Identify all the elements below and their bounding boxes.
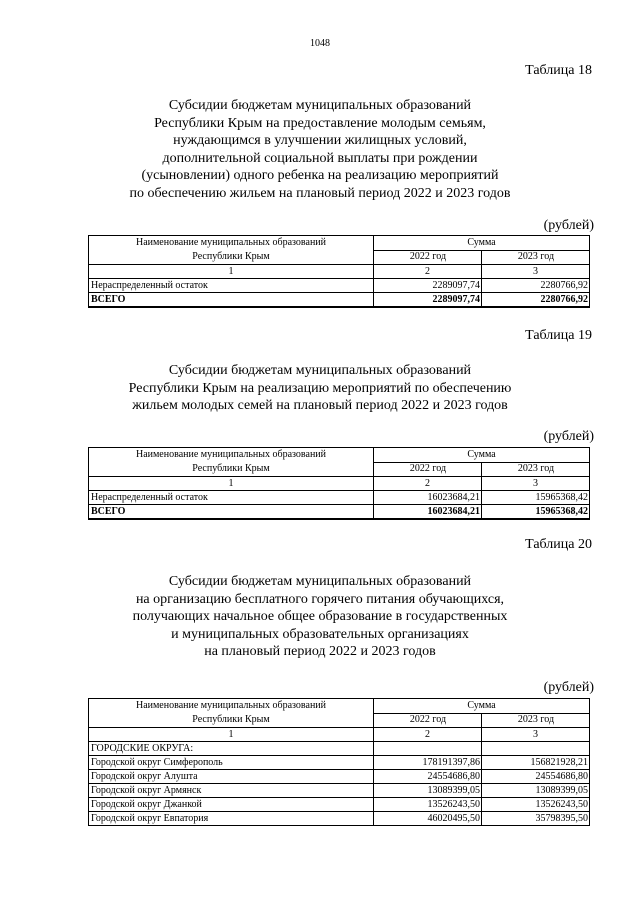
unit-label: (рублей) [543, 429, 594, 444]
header-year-2022: 2022 год [374, 250, 482, 265]
title-line: получающих начальное общее образование в государственных [132, 609, 508, 624]
table-19-label: Таблица 19 [525, 328, 592, 343]
header-year-2023: 2023 год [482, 713, 590, 728]
table-19-title [60, 362, 580, 415]
title-line: дополнительной социальной выплаты при рождении [162, 150, 478, 166]
page-number: 1048 [310, 38, 330, 49]
table-row: Нераспределенный остаток 2289097,74 2280766,92 [89, 279, 590, 293]
header-year-2023: 2023 год [482, 250, 590, 265]
table-row: Городской округ Симферополь 178191397,86 156821928,21 [89, 756, 590, 770]
title-line: Субсидии бюджетам муниципальных образований [168, 574, 472, 589]
table-row: Городской округ Алушта 24554686,80 24554686,80 [89, 770, 590, 784]
table-row: Городской округ Армянск 13089399,05 13089399,05 [89, 784, 590, 798]
header-year-2022: 2022 год [374, 462, 482, 477]
title-line: Субсидии бюджетам муниципальных образований [168, 98, 472, 113]
table-20-label: Таблица 20 [525, 537, 592, 552]
header-sum: Сумма [374, 448, 590, 463]
col-number: 1 [89, 728, 374, 742]
header-sum: Сумма [374, 699, 590, 714]
total-row: ВСЕГО 2289097,74 2280766,92 [89, 293, 590, 308]
title-line: Республики Крым на реализацию мероприятий по обеспечению [128, 380, 512, 396]
col-number: 3 [482, 265, 590, 279]
header-name: Наименование муниципальных образований Республики Крым [89, 236, 374, 265]
unit-label: (рублей) [543, 680, 594, 695]
title-line: Республики Крым на предоставление молодым семьям, [154, 115, 486, 131]
title-line: (усыновлении) одного ребенка на реализацию мероприятий [141, 168, 499, 183]
title-line: на организацию бесплатного горячего питания обучающихся, [135, 591, 505, 607]
header-name: Наименование муниципальных образований Республики Крым [89, 699, 374, 728]
table-20 [88, 698, 590, 826]
col-number: 3 [482, 728, 590, 742]
header-year-2023: 2023 год [482, 462, 590, 477]
header-year-2022: 2022 год [374, 713, 482, 728]
title-line: жильем молодых семей на плановый период 2022 и 2023 годов [132, 398, 508, 413]
unit-label: (рублей) [543, 218, 594, 233]
title-line: по обеспечению жильем на плановый период 2022 и 2023 годов [129, 185, 511, 201]
table-row: Городской округ Евпатория 46020495,50 35798395,50 [89, 812, 590, 826]
title-line: нуждающимся в улучшении жилищных условий, [173, 133, 467, 148]
total-row: ВСЕГО 16023684,21 15965368,42 [89, 505, 590, 520]
col-number: 1 [89, 477, 374, 491]
col-number: 3 [482, 477, 590, 491]
title-line: на плановый период 2022 и 2023 годов [204, 644, 436, 659]
title-line: Субсидии бюджетам муниципальных образований [168, 363, 472, 378]
title-line: и муниципальных образовательных организациях [171, 626, 469, 642]
col-number: 2 [374, 265, 482, 279]
col-number: 1 [89, 265, 374, 279]
table-18-label: Таблица 18 [525, 63, 592, 78]
header-name: Наименование муниципальных образований Республики Крым [89, 448, 374, 477]
table-row: Городской округ Джанкой 13526243,50 13526243,50 [89, 798, 590, 812]
header-sum: Сумма [374, 236, 590, 251]
table-row: Нераспределенный остаток 16023684,21 15965368,42 [89, 491, 590, 505]
table-18-title [60, 97, 580, 202]
table-19 [88, 447, 590, 520]
table-20-title [60, 573, 580, 661]
table-18 [88, 235, 590, 308]
col-number: 2 [374, 477, 482, 491]
section-row: ГОРОДСКИЕ ОКРУГА: [89, 742, 590, 756]
col-number: 2 [374, 728, 482, 742]
